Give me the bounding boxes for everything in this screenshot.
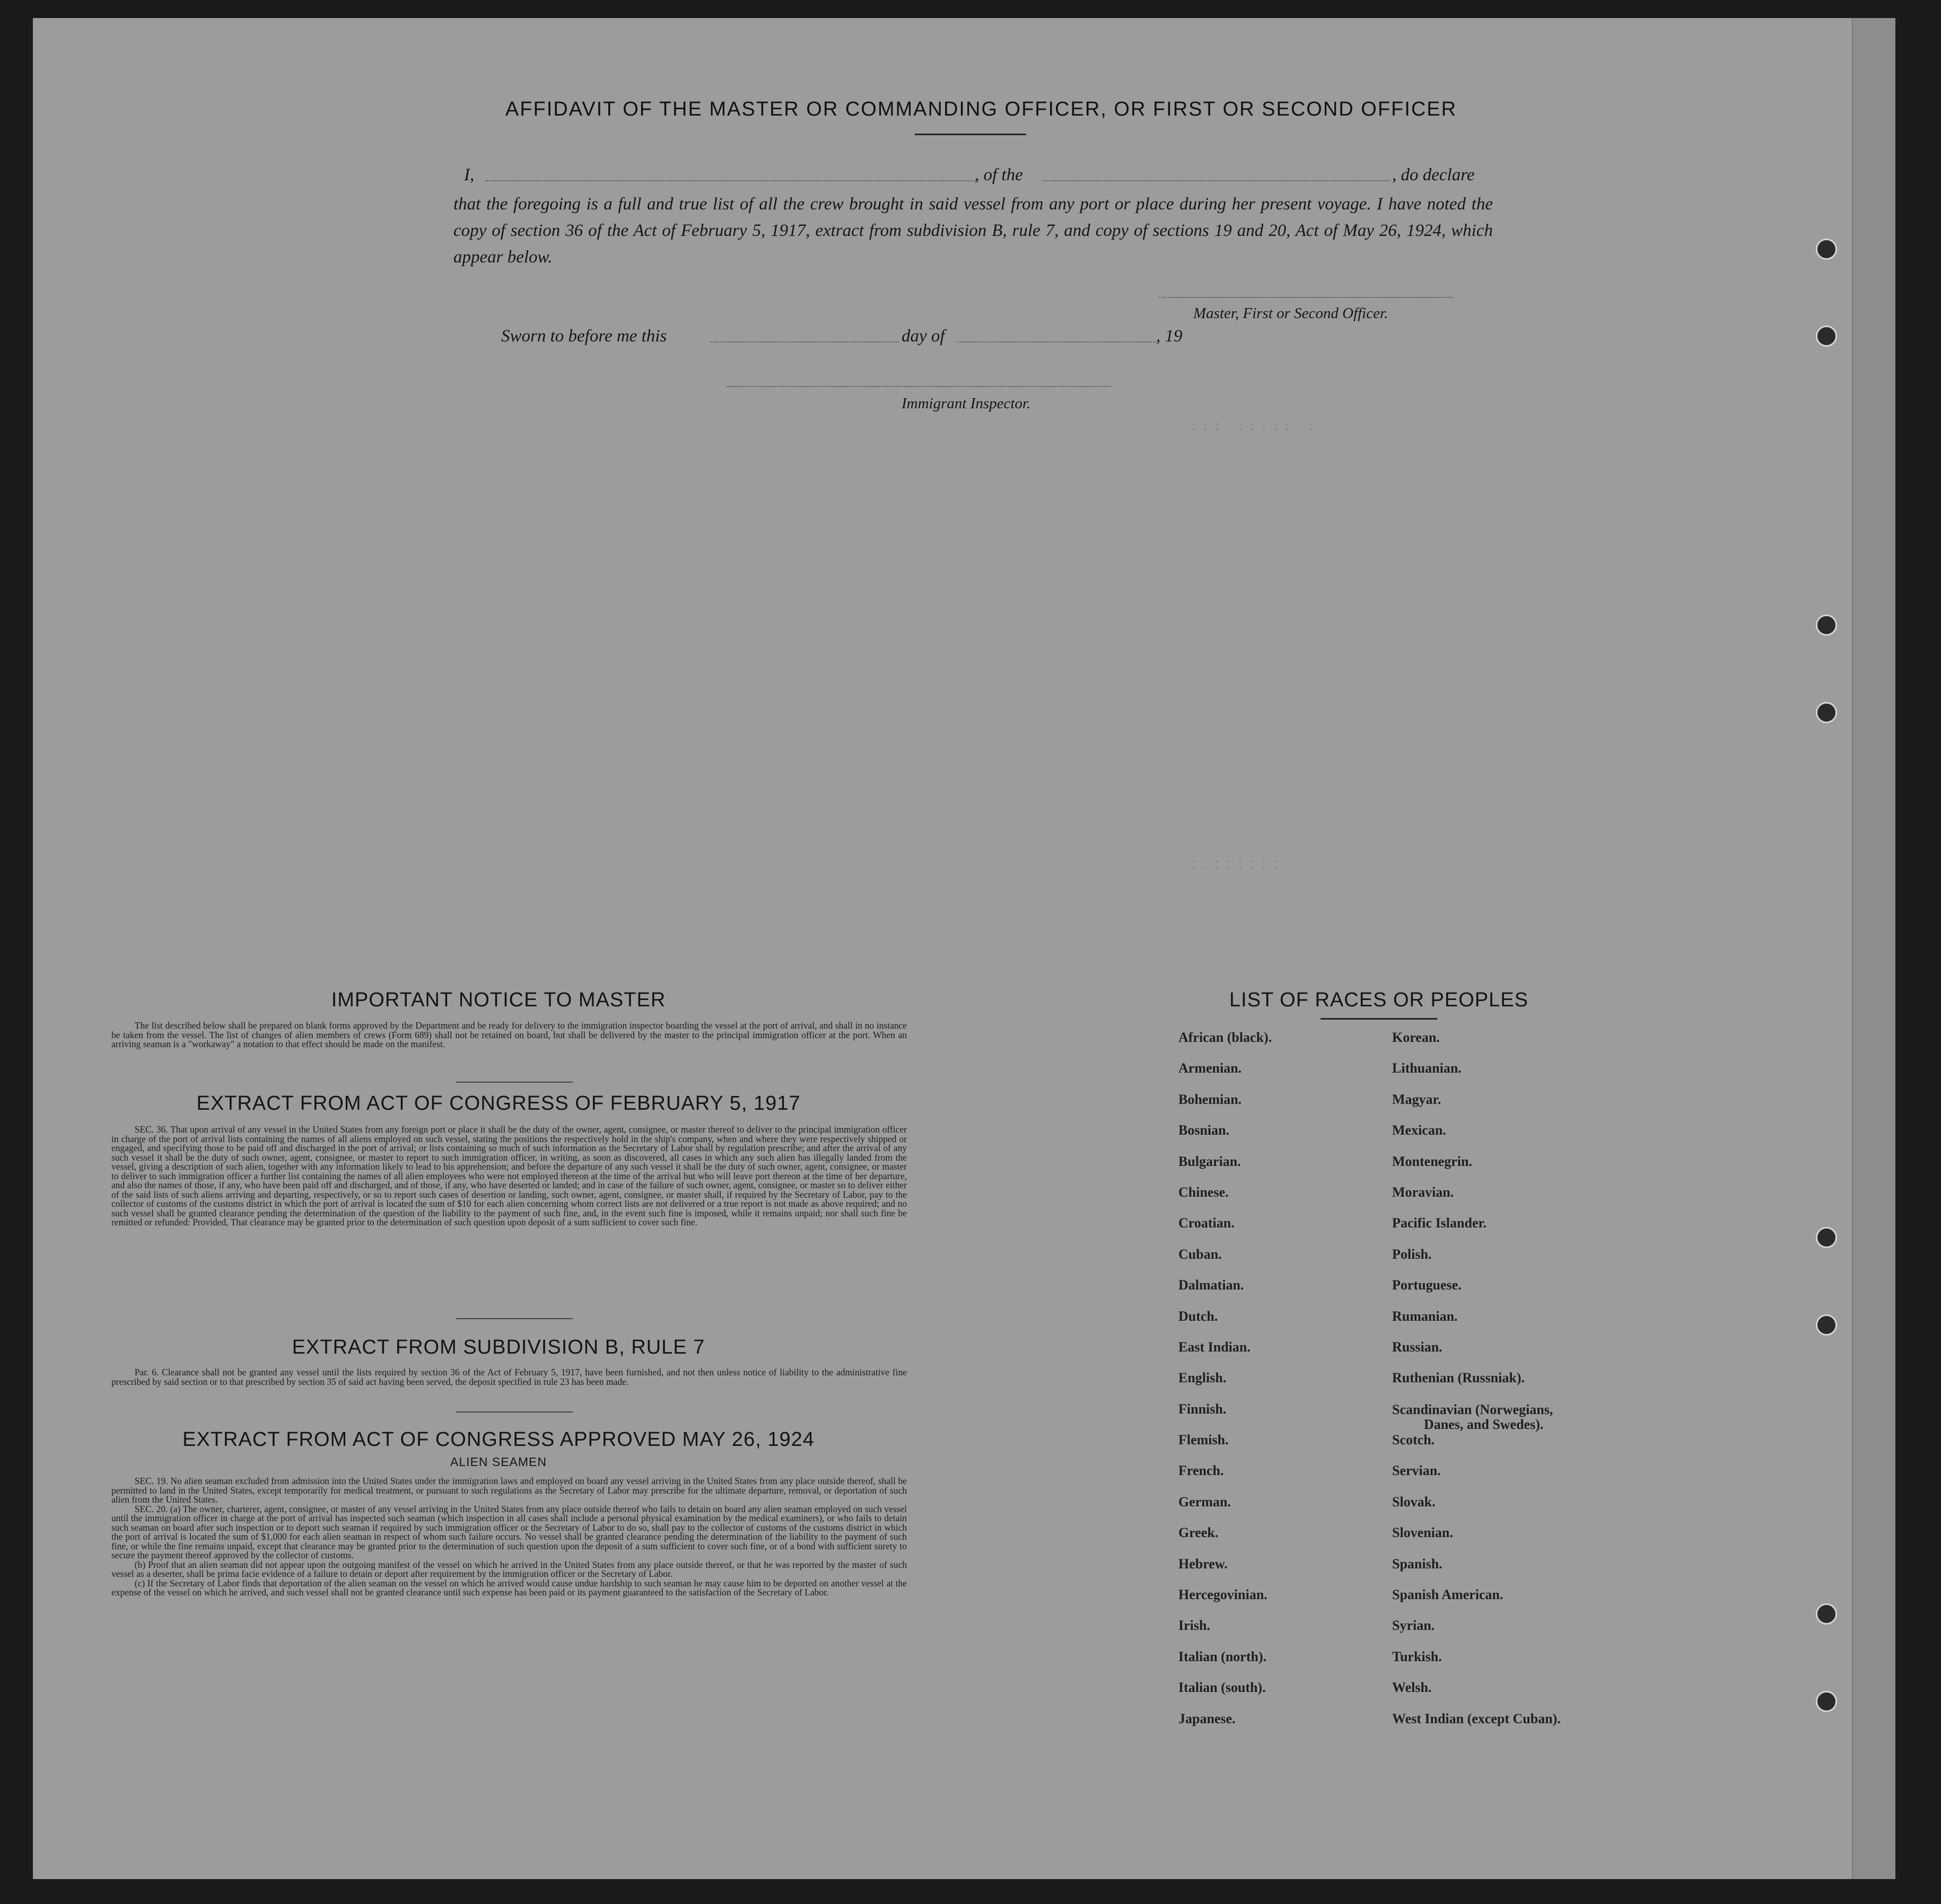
races-heading: LIST OF RACES OR PEOPLES — [1229, 989, 1528, 1011]
race-item: Dutch. — [1178, 1308, 1218, 1324]
race-item: German. — [1178, 1494, 1231, 1510]
signature-line[interactable] — [1159, 297, 1453, 298]
sworn-label: Sworn to before me this — [501, 327, 667, 346]
race-item — [1392, 1402, 1668, 1433]
punch-hole — [1816, 326, 1837, 347]
race-item: Syrian. — [1392, 1618, 1435, 1634]
race-item: Spanish. — [1392, 1556, 1442, 1572]
vessel-line[interactable] — [1042, 180, 1389, 181]
race-item: Hebrew. — [1178, 1556, 1228, 1572]
extract-1924-heading: EXTRACT FROM ACT OF CONGRESS APPROVED MAY 26, 1924 — [182, 1428, 815, 1451]
section-20b-paragraph: (b) Proof that an alien seaman did not appear upon the outgoing manifest of the vessel on which he arrived in the United States from any place outside thereof, or that he was reported by the master of such vessel as a deserter, shall be prima facie evidence of a failure to detain or deport after requirement by the immigration officer or the Secretary of Labor. — [111, 1559, 907, 1579]
i-label: I, — [464, 165, 475, 185]
race-item-continuation: Danes, and Swedes). — [1424, 1416, 1544, 1432]
race-item: Servian. — [1392, 1463, 1441, 1479]
race-item: East Indian. — [1178, 1339, 1251, 1355]
sworn-day-line[interactable] — [711, 341, 899, 343]
race-item: Chinese. — [1178, 1184, 1229, 1200]
race-item: Korean. — [1392, 1030, 1440, 1045]
race-item: Portuguese. — [1392, 1277, 1462, 1293]
divider — [456, 1082, 573, 1083]
race-item: Rumanian. — [1392, 1308, 1458, 1324]
punch-hole — [1816, 702, 1837, 723]
extract-1917-text — [111, 1125, 907, 1227]
bleed-through-text: :::::::: — [1189, 856, 1283, 874]
race-item: Russian. — [1392, 1339, 1442, 1355]
divider — [915, 134, 1026, 135]
extract-1917-heading: EXTRACT FROM ACT OF CONGRESS OF FEBRUARY 5, 1917 — [196, 1092, 801, 1115]
race-item: Pacific Islander. — [1392, 1215, 1487, 1231]
inspector-line[interactable] — [727, 386, 1111, 387]
race-item: West Indian (except Cuban). — [1392, 1710, 1561, 1726]
subdivision-text — [111, 1368, 907, 1387]
race-item: Magyar. — [1392, 1091, 1441, 1107]
race-item: Montenegrin. — [1392, 1153, 1472, 1169]
alien-seamen-subheading: ALIEN SEAMEN — [450, 1455, 547, 1469]
race-item: Bosnian. — [1178, 1122, 1230, 1138]
section-19-paragraph: SEC. 19. No alien seaman excluded from admission into the United States under the immigration laws and employed on board any vessel arriving in the United States from any place outside thereof, shall be permitted to land in the United States, except temporarily for medical treatment, or pursuant to such regulations as the Secretary of Labor may prescribe for the ultimate departure, removal, or deportation of such alien from the United States. — [111, 1476, 907, 1505]
subdivision-heading: EXTRACT FROM SUBDIVISION B, RULE 7 — [292, 1336, 705, 1358]
race-item: Flemish. — [1178, 1432, 1229, 1448]
race-item: Polish. — [1392, 1246, 1432, 1262]
divider — [456, 1318, 573, 1319]
race-item: Armenian. — [1178, 1060, 1242, 1076]
inspector-label: Immigrant Inspector. — [902, 395, 1031, 412]
punch-hole — [1816, 1691, 1837, 1712]
race-item: Italian (south). — [1178, 1680, 1266, 1696]
bleed-through-text: ::: ::::: : — [1189, 418, 1318, 436]
race-item: Irish. — [1178, 1618, 1210, 1634]
race-item: Hercegovinian. — [1178, 1587, 1267, 1603]
of-the-label: , of the — [975, 165, 1023, 185]
race-item: Greek. — [1178, 1525, 1219, 1541]
race-item: African (black). — [1178, 1030, 1272, 1045]
notice-paragraph: The list described below shall be prepared on blank forms approved by the Department and be ready for delivery to the immigration inspector boarding the vessel at the port of arrival, and shall in no instance be taken from the vessel. The list of changes of alien members of crews (Form 689) shall not be retained on board, but shall be delivered by the master to the principal immigration officer at the port. When an arriving seaman is a "workaway" a notation to that effect should be made on the manifest. — [111, 1020, 907, 1049]
race-item-text: Scandinavian (Norwegians, — [1392, 1401, 1553, 1417]
race-item: Moravian. — [1392, 1184, 1454, 1200]
punch-hole — [1816, 1227, 1837, 1248]
race-item: Japanese. — [1178, 1710, 1236, 1726]
race-item: Ruthenian (Russniak). — [1392, 1370, 1525, 1386]
signature-label: Master, First or Second Officer. — [1193, 305, 1388, 322]
section-20a-paragraph: SEC. 20. (a) The owner, charterer, agent, consignee, or master of any vessel arriving in the United States from any place outside thereof who fails to detain on board any alien seaman employed on such vessel until the immigration officer in charge at the port of arrival has inspected such seaman (which inspection in all cases shall include a personal physical examination by the medical examiners), or who fails to detain such seaman on board after such inspection or to deport such seaman if required by such immigration officer or the Secretary of Labor to do so, shall pay to the collector of customs of the customs district in which the port of arrival is located the sum of $1,000 for each alien seaman in respect of whom such failure occurs. No vessel shall be granted clearance pending the determination of the liability to the payment of such fine, or while the fine remains unpaid, except that clearance may be granted prior to the determination of such question upon the deposit of a sum sufficient to cover such fine, or of a bond with sufficient surety to secure the payment thereof approved by the collector of customs. — [111, 1503, 907, 1560]
races-right-column — [1392, 1031, 1668, 1743]
year-label: , 19 — [1156, 327, 1183, 346]
affidavit-title: AFFIDAVIT OF THE MASTER OR COMMANDING OFFICER, OR FIRST OR SECOND OFFICER — [505, 98, 1457, 120]
punch-hole — [1816, 1314, 1837, 1336]
race-item: Dalmatian. — [1178, 1277, 1244, 1293]
extract-1924-text — [111, 1477, 907, 1598]
notice-heading: IMPORTANT NOTICE TO MASTER — [331, 989, 666, 1011]
divider — [1321, 1018, 1437, 1020]
declaration-text: that the foregoing is a full and true list of all the crew brought in said vessel from any port or place during her present voyage. I have noted the copy of section 36 of the Act of February 5, 1917, extract from subdivision B, rule 7, and copy of sections 19 and 20, Act of May 26, 1924, which appear below. — [453, 195, 1493, 267]
race-item: Finnish. — [1178, 1401, 1227, 1417]
race-item: Croatian. — [1178, 1215, 1235, 1231]
punch-hole — [1816, 615, 1837, 636]
race-item: Lithuanian. — [1392, 1060, 1462, 1076]
race-item: Scotch. — [1392, 1432, 1435, 1448]
races-left-column — [1178, 1031, 1385, 1743]
divider — [456, 1411, 573, 1412]
do-declare-label: , do declare — [1392, 165, 1475, 185]
race-item: Slovenian. — [1392, 1525, 1453, 1541]
race-item: French. — [1178, 1463, 1224, 1479]
sworn-month-line[interactable] — [957, 341, 1156, 343]
punch-hole — [1816, 239, 1837, 260]
page-edge — [1852, 18, 1895, 1879]
day-of-label: day of — [902, 327, 945, 346]
notice-text — [111, 1021, 907, 1049]
race-item: Bohemian. — [1178, 1091, 1242, 1107]
race-item: Mexican. — [1392, 1122, 1446, 1138]
race-item: Turkish. — [1392, 1648, 1442, 1664]
name-line[interactable] — [485, 180, 976, 181]
race-item: Italian (north). — [1178, 1648, 1267, 1664]
race-item: Cuban. — [1178, 1246, 1222, 1262]
race-item: English. — [1178, 1370, 1227, 1386]
section-36-paragraph: SEC. 36. That upon arrival of any vessel in the United States from any foreign port or place it shall be the duty of the owner, agent, consignee, or master thereof to deliver to the principal immigration officer in charge of the port of arrival lists containing the names of all aliens employed on such vessel, stating the positions the respectively hold in the ship's company, when and where they were respectively shipped or engaged, and specifying those to be paid off and discharged in the port of arrival; or lists containing so much of such information as the Secretary of Labor shall by regulation prescribe; and after the arrival of any such vessel it shall be the duty of such owner, agent, consignee, or master to report to such immigration officer, in writing, as soon as discovered, all cases in which any such alien has illegally landed from the vessel, giving a description of such alien, together with any information likely to lead to his apprehension; and before the departure of any such vessel it shall be the duty of such owner, agent, consignee, or master to deliver to such immigration officer a further list containing the names of all alien employees who were not employed thereon at the time of the arrival but who will leave port thereon at the time of her departure, and also the names of those, if any, who have been paid off and discharged, and of those, if any, who have deserted or landed; and in case of the failure of such owner, agent, consignee, or master so to deliver either of the said lists of such aliens arriving and departing, respectively, or so to report such cases of desertion or landing, such owner, agent, consignee, or master shall, if required by the Secretary of Labor, pay to the collector of customs of the customs district in which the port of arrival is located the sum of $10 for each alien concerning whom correct lists are not delivered or a true report is not made as above required; and no such vessel shall be granted clearance pending the determination of the question of the liability to the payment of such fine, and, in the event such fine is imposed, while it remains unpaid; nor shall such fine be remitted or refunded: Provided, That clearance may be granted prior to the determination of such question upon deposit of a sum sufficient to cover such fine. — [111, 1124, 907, 1227]
punch-hole — [1816, 1603, 1837, 1625]
section-20c-paragraph: (c) If the Secretary of Labor finds that deportation of the alien seaman on the vessel on which he arrived would cause undue hardship to such seaman he may cause him to be deported on another vessel at the expense of the vessel on which he arrived, and such vessel shall not be granted clearance until such expense has been paid or its payment guaranteed to the satisfaction of the Secretary of Labor. — [111, 1577, 907, 1598]
race-item: Bulgarian. — [1178, 1153, 1241, 1169]
rule-7-paragraph: Par. 6. Clearance shall not be granted any vessel until the lists required by section 36 of the Act of February 5, 1917, have been furnished, and not then unless notice of liability to the administrative fine prescribed by said section or to that prescribed by section 35 of said act having been served, the deposit specified in rule 23 has been made. — [111, 1367, 907, 1387]
race-item: Welsh. — [1392, 1680, 1432, 1696]
race-item: Slovak. — [1392, 1494, 1436, 1510]
race-item: Spanish American. — [1392, 1587, 1503, 1603]
